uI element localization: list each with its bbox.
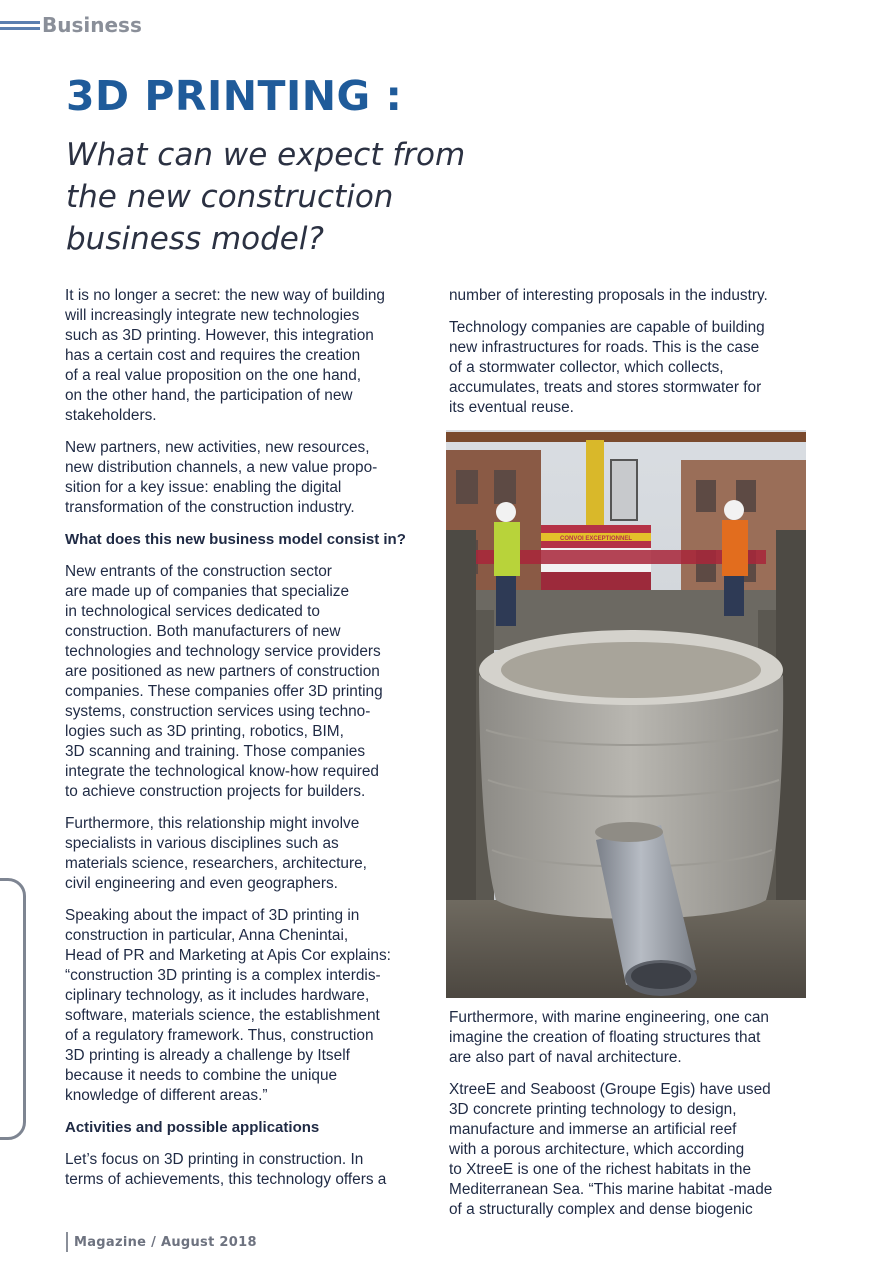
side-bracket-decoration <box>0 878 26 1140</box>
text-line: transformation of the construction industry. <box>65 499 355 516</box>
text-line: has a certain cost and requires the creation <box>65 347 361 364</box>
text-line: are made up of companies that specialize <box>65 583 350 600</box>
text-line: It is no longer a secret: the new way of building <box>65 287 385 304</box>
page-footer <box>66 1232 257 1252</box>
text-line: will increasingly integrate new technologies <box>65 307 360 324</box>
construction-photo <box>446 430 806 998</box>
section-label: Business <box>42 13 142 37</box>
text-line: terms of achievements, this technology offers a <box>65 1171 387 1188</box>
text-line: technologies and technology service providers <box>65 643 381 660</box>
text-line: 3D printing is already a challenge by Itself <box>65 1047 350 1064</box>
right-column <box>449 286 821 1232</box>
subtitle-line: business model? <box>66 221 324 257</box>
text-line: New partners, new activities, new resources, <box>65 439 370 456</box>
paragraph <box>65 906 437 1106</box>
text-line: of a structurally complex and dense biogenic <box>449 1201 753 1218</box>
text-line: knowledge of different areas.” <box>65 1087 268 1104</box>
photo-sign-text: CONVOI EXCEPTIONNEL <box>559 536 633 542</box>
text-line: XtreeE and Seaboost (Groupe Egis) have used <box>449 1081 771 1098</box>
text-line: on the other hand, the participation of new <box>65 387 353 404</box>
left-column <box>65 286 437 1202</box>
text-line: software, materials science, the establishment <box>65 1007 380 1024</box>
text-line: new infrastructures for roads. This is the case <box>449 339 760 356</box>
subtitle-line: What can we expect from <box>66 137 466 173</box>
text-line: in technological services dedicated to <box>65 603 320 620</box>
text-line: Furthermore, with marine engineering, one can <box>449 1009 769 1026</box>
text-line: Speaking about the impact of 3D printing in <box>65 907 360 924</box>
text-line: of a real value proposition on the one hand, <box>65 367 362 384</box>
subtitle-line: the new construction <box>66 179 394 215</box>
text-line: of a regulatory framework. Thus, construction <box>65 1027 374 1044</box>
text-line: are positioned as new partners of construction <box>65 663 380 680</box>
text-line: systems, construction services using techno- <box>65 703 371 720</box>
paragraph <box>65 814 437 894</box>
text-line: such as 3D printing. However, this integration <box>65 327 374 344</box>
text-line: to achieve construction projects for builders. <box>65 783 366 800</box>
section-bars-icon <box>0 12 40 38</box>
text-line: stakeholders. <box>65 407 157 424</box>
section-tag <box>0 12 142 38</box>
text-line: new distribution channels, a new value propo- <box>65 459 378 476</box>
paragraph <box>65 1150 437 1190</box>
paragraph <box>449 286 821 306</box>
section-heading: Activities and possible applications <box>65 1119 320 1136</box>
paragraph <box>65 438 437 518</box>
text-line: Technology companies are capable of building <box>449 319 765 336</box>
text-line: logies such as 3D printing, robotics, BIM, <box>65 723 344 740</box>
paragraph <box>449 1008 821 1068</box>
text-line: specialists in various disciplines such as <box>65 835 339 852</box>
text-line: are also part of naval architecture. <box>449 1049 682 1066</box>
text-line: integrate the technological know-how required <box>65 763 379 780</box>
footer-text: Magazine / August 2018 <box>74 1234 257 1250</box>
paragraph <box>449 1080 821 1220</box>
text-line: sition for a key issue: enabling the digital <box>65 479 342 496</box>
photo-illustration <box>446 430 806 998</box>
text-line: Furthermore, this relationship might involve <box>65 815 360 832</box>
paragraph <box>65 562 437 802</box>
text-line: construction. Both manufacturers of new <box>65 623 341 640</box>
text-line: civil engineering and even geographers. <box>65 875 338 892</box>
text-line: 3D concrete printing technology to design, <box>449 1101 737 1118</box>
text-line: New entrants of the construction sector <box>65 563 332 580</box>
text-line: of a stormwater collector, which collects, <box>449 359 724 376</box>
text-line: construction in particular, Anna Chenintai, <box>65 927 349 944</box>
text-line: imagine the creation of floating structures that <box>449 1029 761 1046</box>
text-line: with a porous architecture, which according <box>449 1141 745 1158</box>
article-subtitle <box>66 134 486 260</box>
paragraph <box>449 318 821 418</box>
text-line: materials science, researchers, architecture, <box>65 855 367 872</box>
text-line: “construction 3D printing is a complex interdis- <box>65 967 381 984</box>
footer-divider <box>66 1232 68 1252</box>
text-line: Let’s focus on 3D printing in construction. In <box>65 1151 364 1168</box>
text-line: to XtreeE is one of the richest habitats in the <box>449 1161 752 1178</box>
text-line: ciplinary technology, as it includes hardware, <box>65 987 370 1004</box>
text-line: Mediterranean Sea. “This marine habitat -made <box>449 1181 773 1198</box>
article-title: 3D PRINTING : <box>66 72 403 120</box>
text-line: companies. These companies offer 3D printing <box>65 683 383 700</box>
text-line: number of interesting proposals in the industry. <box>449 287 768 304</box>
text-line: Head of PR and Marketing at Apis Cor explains: <box>65 947 391 964</box>
text-line: its eventual reuse. <box>449 399 574 416</box>
text-line: accumulates, treats and stores stormwater for <box>449 379 762 396</box>
text-line: because it needs to combine the unique <box>65 1067 338 1084</box>
text-line: manufacture and immerse an artificial reef <box>449 1121 737 1138</box>
text-line: 3D scanning and training. Those companies <box>65 743 366 760</box>
section-heading: What does this new business model consist in? <box>65 531 406 548</box>
paragraph <box>65 286 437 426</box>
